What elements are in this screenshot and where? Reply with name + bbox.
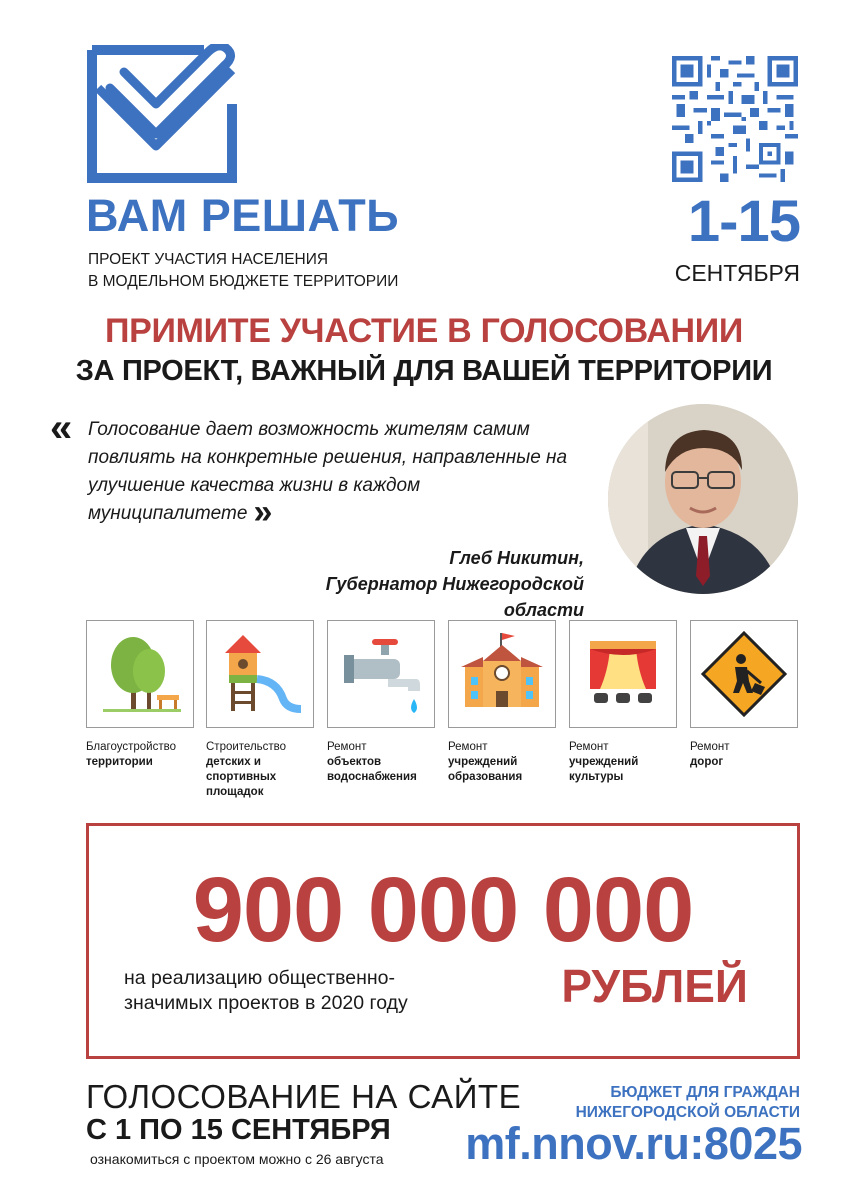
playground-icon [207, 621, 313, 727]
category-label-water: Ремонт объектов водоснабжения [327, 741, 417, 783]
budget-currency: РУБЛЕЙ [561, 960, 748, 1012]
vote-note: ознакомиться с проектом можно с 26 августа [90, 1151, 384, 1167]
theater-stage-icon [570, 621, 676, 727]
category-culture-tile [569, 620, 677, 728]
quote-author [300, 545, 584, 623]
category-water-tile [327, 620, 435, 728]
portrait-icon [608, 404, 798, 594]
budget-description: на реализацию общественно- значимых проектов в 2020 году [124, 967, 408, 1014]
budget-amount: 900 000 000 [192, 859, 694, 961]
park-trees-icon [87, 621, 193, 727]
water-tap-icon [328, 621, 434, 727]
quote-open-mark: « [50, 406, 73, 450]
vote-heading: ГОЛОСОВАНИЕ НА САЙТЕ [86, 1078, 522, 1115]
road-works-icon [691, 621, 797, 727]
checkmark-logo-icon [86, 44, 240, 184]
governor-portrait [608, 404, 798, 594]
headline: ПРИМИТЕ УЧАСТИЕ В ГОЛОСОВАНИИ [104, 312, 743, 350]
category-label-culture: Ремонт учреждений культуры [569, 741, 639, 783]
quote-text: Голосование дает возможность жителям самим повлиять на конкретные решения, направленные на улучшение качества жизни в каждом муниципалитете » [88, 419, 568, 531]
category-school-tile [448, 620, 556, 728]
category-label-playground: Строительство детских и спортивных площадок [206, 741, 287, 798]
citizen-budget-label: БЮДЖЕТ ДЛЯ ГРАЖДАН НИЖЕГОРОДСКОЙ ОБЛАСТИ [575, 1084, 800, 1121]
brand-subtitle: ПРОЕКТ УЧАСТИЯ НАСЕЛЕНИЯ В МОДЕЛЬНОМ БЮДЖЕТЕ ТЕРРИТОРИИ [88, 251, 399, 290]
category-label-roads: Ремонт дорог [690, 741, 730, 768]
qr-code-icon[interactable] [672, 56, 798, 182]
subheadline: ЗА ПРОЕКТ, ВАЖНЫЙ ДЛЯ ВАШЕЙ ТЕРРИТОРИИ [75, 355, 773, 387]
school-building-icon [449, 621, 555, 727]
author-title: Губернатор Нижегородской области [325, 574, 584, 620]
category-park-tile [86, 620, 194, 728]
date-month: СЕНТЯБРЯ [674, 260, 800, 286]
category-playground-tile [206, 620, 314, 728]
category-label-school: Ремонт учреждений образования [448, 741, 523, 783]
brand-title: ВАМ РЕШАТЬ [86, 190, 400, 241]
category-roads-tile [690, 620, 798, 728]
author-name: Глеб Никитин, [449, 548, 584, 568]
date-range: 1-15 [687, 189, 800, 254]
category-label-park: Благоустройство территории [86, 741, 176, 768]
vote-dates: С 1 ПО 15 СЕНТЯБРЯ [86, 1114, 391, 1146]
website-link[interactable]: mf.nnov.ru:8025 [465, 1118, 802, 1169]
quote-close-mark: » [253, 493, 273, 531]
